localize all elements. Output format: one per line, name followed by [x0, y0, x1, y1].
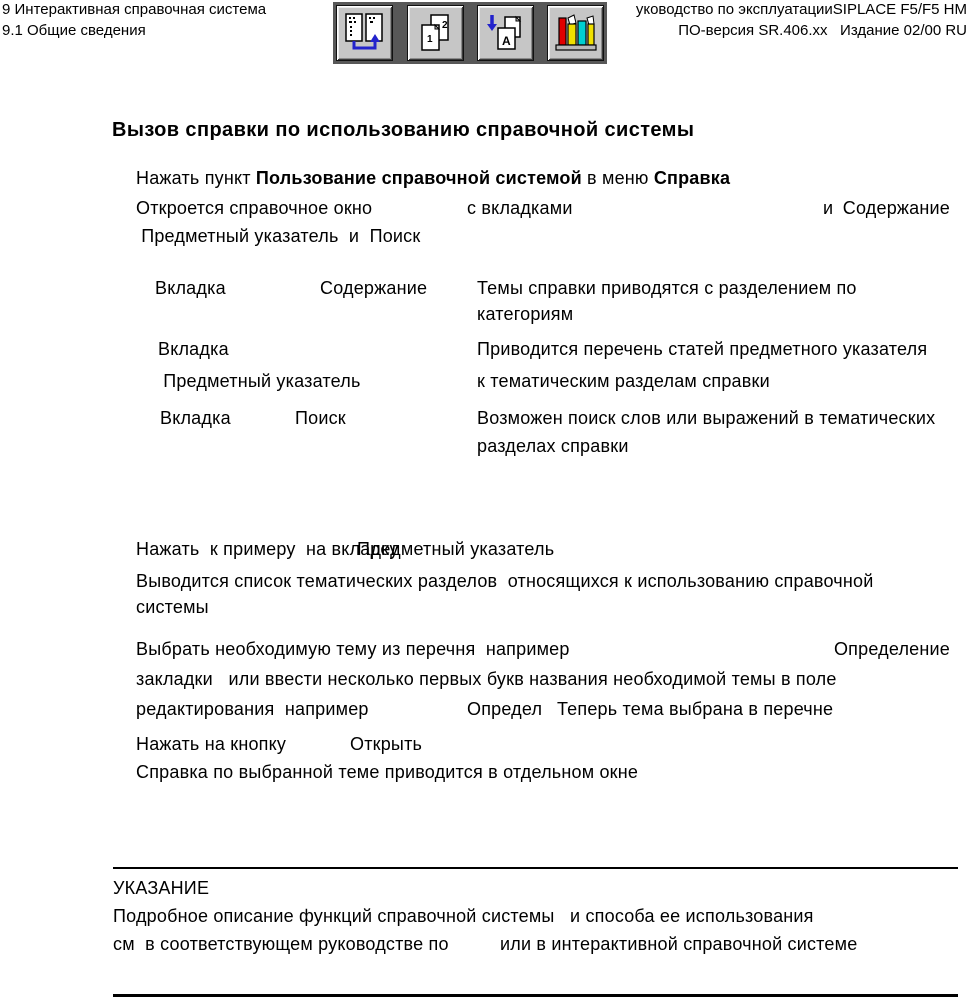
header-chapter-line1: 9 Интерактивная справочная система: [2, 1, 267, 18]
intro-line2-seg1: Откроется справочное окно: [136, 198, 373, 218]
step3-line3-end: Теперь тема выбрана в перечне: [557, 699, 834, 719]
note-line1-end: и способа ее использования: [570, 906, 814, 926]
step2-line1: Нажать к примеру на вкладку: [136, 539, 399, 559]
step3-line1: Выбрать необходимую тему из перечня например: [136, 639, 570, 659]
header-toolbar-strip: [333, 2, 607, 64]
step4-line2: Справка по выбранной теме приводится в отдельном окне: [136, 762, 639, 782]
tab-row-name: Поиск: [295, 408, 346, 428]
intro-line2-seg3: и: [823, 198, 834, 218]
library-books-icon: [553, 12, 599, 54]
tab-row-name: Содержание: [320, 278, 428, 298]
tab-row-term: Вкладка: [155, 278, 226, 298]
step4-line1: Нажать на кнопку: [136, 734, 287, 754]
sort-pages-icon: [483, 12, 529, 54]
tab-row-name: Предметный указатель: [158, 371, 361, 391]
tab-row-desc: разделах справки: [477, 436, 629, 456]
tab-row-desc: к тематическим разделам справки: [477, 371, 770, 391]
step2-line2: Выводится список тематических разделов относящихся к использованию справочной: [136, 571, 874, 591]
note-bottom-divider: [113, 994, 958, 997]
step3-line3: редактирования например: [136, 699, 369, 719]
step3-topic-name: Определение: [833, 639, 950, 659]
intro-line1-pre: Нажать пункт: [136, 168, 256, 188]
intro-line2-seg2: с вкладками: [467, 198, 573, 218]
note-line2-end: или в интерактивной справочной системе: [500, 934, 858, 954]
svg-text:A: A: [501, 34, 511, 48]
machine-transfer-icon: [342, 12, 388, 54]
header-chapter-line2: 9.1 Общие сведения: [2, 22, 146, 39]
section-title: Вызов справки по использованию справочной системы: [112, 119, 695, 141]
tab-row-desc: Темы справки приводятся с разделением по: [477, 278, 857, 298]
machine-transfer-button[interactable]: [336, 5, 393, 61]
svg-text:2: 2: [441, 20, 448, 31]
intro-line1-menu-name: Справка: [653, 168, 731, 188]
svg-text:1: 1: [426, 34, 433, 45]
note-line1: Подробное описание функций справочной системы: [113, 906, 555, 926]
library-books-button[interactable]: [547, 5, 604, 61]
tab-row-desc: категориям: [477, 304, 574, 324]
step3-typed-text: Определ: [467, 699, 543, 719]
sort-pages-button[interactable]: [477, 5, 534, 61]
intro-line1: [136, 168, 730, 190]
tab-row-term: Вкладка: [160, 408, 231, 428]
document-pages-icon: [413, 12, 459, 54]
note-top-divider: [113, 867, 958, 869]
step4-button-name: Открыть: [350, 734, 423, 754]
intro-line1-menu-item: Пользование справочной системой: [255, 168, 582, 188]
intro-line2-tab-contents: Содержание: [842, 198, 950, 218]
note-line2: см в соответствующем руководстве по: [113, 934, 449, 954]
header-manual-title: уководство по эксплуатацииSIPLACE F5/F5 HM: [635, 1, 967, 18]
tab-row-desc: Приводится перечень статей предметного указателя: [477, 339, 928, 359]
step2-tab-name: Предметный указатель: [357, 539, 555, 559]
tab-row-term: Вкладка: [158, 339, 229, 359]
header-version-edition: ПО-версия SR.406.xx Издание 02/00 RU: [678, 22, 967, 39]
step3-line2: закладки или ввести несколько первых букв названия необходимой темы в поле: [136, 669, 837, 689]
intro-line3: Предметный указатель и Поиск: [136, 226, 421, 246]
note-heading: УКАЗАНИЕ: [113, 878, 210, 898]
intro-line1-mid: в меню: [581, 168, 654, 188]
document-pages-button[interactable]: [407, 5, 464, 61]
tab-row-desc: Возможен поиск слов или выражений в тематических: [477, 408, 936, 428]
step2-line3: системы: [136, 597, 209, 617]
